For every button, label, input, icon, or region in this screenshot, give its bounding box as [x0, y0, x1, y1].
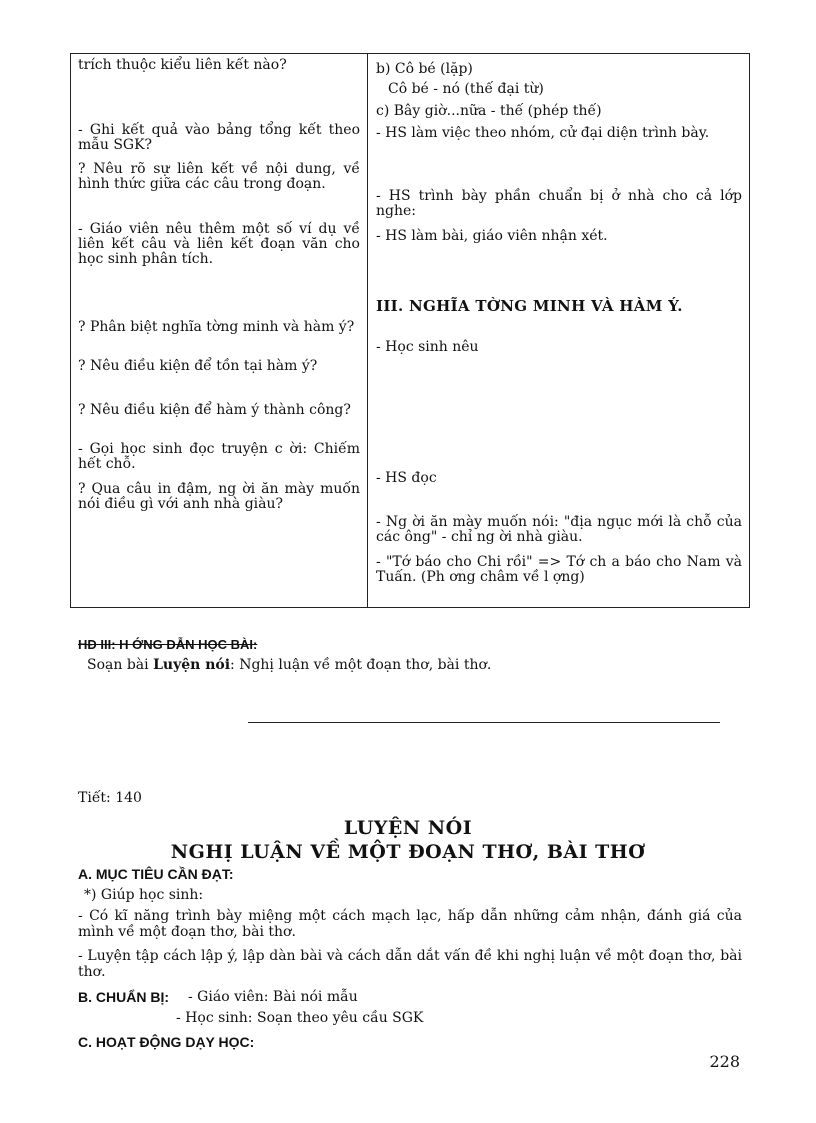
- section-b-item-1: - Giáo viên: Bài nói mẫu: [188, 989, 358, 1005]
- lesson-number: Tiết: 140: [78, 790, 142, 806]
- left-cell-1: trích thuộc kiểu liên kết nào?: [78, 57, 287, 73]
- left-cell-9: ? Qua câu in đậm, ng ời ăn mày muốn nói điều gì với anh nhà giàu?: [78, 481, 360, 512]
- section-b-item-2: - Học sinh: Soạn theo yêu cầu SGK: [176, 1010, 424, 1026]
- hd-iii-heading: HĐ III: H ỚNG DẪN HỌC BÀI:: [78, 637, 258, 652]
- section-c-label: C. HOẠT ĐỘNG DẠY HỌC:: [78, 1034, 255, 1050]
- page-number: 228: [709, 1052, 740, 1071]
- right-cell-3: c) Bây giờ...nữa - thế (phép thế): [376, 103, 602, 119]
- lesson-subtitle: NGHỊ LUẬN VỀ MỘT ĐOẠN THƠ, BÀI THƠ: [170, 841, 646, 863]
- right-cell-2: Cô bé - nó (thế đại từ): [388, 81, 544, 97]
- section-a-item-1: - Có kĩ năng trình bày miệng một cách mạch lạc, hấp dẫn những cảm nhận, đánh giá của mình về một đoạn thơ, bài thơ.: [78, 908, 742, 940]
- section-a-item-2: - Luyện tập cách lập ý, lập dàn bài và cách dẫn dắt vấn đề khi nghị luận về một đoạn thơ, bài thơ.: [78, 948, 742, 980]
- right-cell-10: - Ng ời ăn mày muốn nói: "địa ngục mới là chỗ của các ông" - chỉ ng ời nhà giàu.: [376, 514, 742, 545]
- lesson-table: [70, 53, 750, 608]
- section-heading-iii: III. NGHĨA TỜNG MINH VÀ HÀM Ý.: [376, 297, 683, 315]
- right-cell-8: - Học sinh nêu: [376, 339, 479, 355]
- table-divider: [367, 54, 368, 607]
- left-cell-3: ? Nêu rõ sự liên kết về nội dung, về hình thức giữa các câu trong đoạn.: [78, 161, 360, 192]
- section-a-label: A. MỤC TIÊU CẦN ĐẠT:: [78, 866, 234, 882]
- hd-iii-text: Soạn bài Luyện nói: Nghị luận về một đoạn thơ, bài thơ.: [87, 657, 492, 673]
- right-cell-11: - "Tớ báo cho Chi rồi" => Tớ ch a báo cho Nam và Tuấn. (Ph ơng châm về l ợng): [376, 554, 742, 585]
- left-cell-7: ? Nêu điều kiện để hàm ý thành công?: [78, 402, 351, 418]
- section-a-intro: *) Giúp học sinh:: [84, 887, 204, 903]
- section-divider: [248, 722, 720, 723]
- section-b-label: B. CHUẨN BỊ:: [78, 989, 169, 1005]
- lesson-title: LUYỆN NÓI: [343, 817, 473, 839]
- left-cell-5: ? Phân biệt nghĩa tờng minh và hàm ý?: [78, 319, 355, 335]
- table-right-column: [376, 54, 742, 607]
- left-cell-8: - Gọi học sinh đọc truyện c ời: Chiếm hết chỗ.: [78, 441, 360, 472]
- table-left-column: [78, 54, 360, 607]
- right-cell-1: b) Cô bé (lặp): [376, 61, 473, 77]
- right-cell-5: - HS trình bày phần chuẩn bị ở nhà cho cả lớp nghe:: [376, 188, 742, 219]
- left-cell-4: - Giáo viên nêu thêm một số ví dụ về liên kết câu và liên kết đoạn văn cho học sinh phân tích.: [78, 221, 360, 267]
- right-cell-4: - HS làm việc theo nhóm, cử đại diện trình bày.: [376, 125, 710, 141]
- right-cell-6: - HS làm bài, giáo viên nhận xét.: [376, 228, 608, 244]
- left-cell-2: - Ghi kết quả vào bảng tổng kết theo mẫu SGK?: [78, 122, 360, 153]
- right-cell-9: - HS đọc: [376, 470, 437, 486]
- left-cell-6: ? Nêu điều kiện để tồn tại hàm ý?: [78, 358, 318, 374]
